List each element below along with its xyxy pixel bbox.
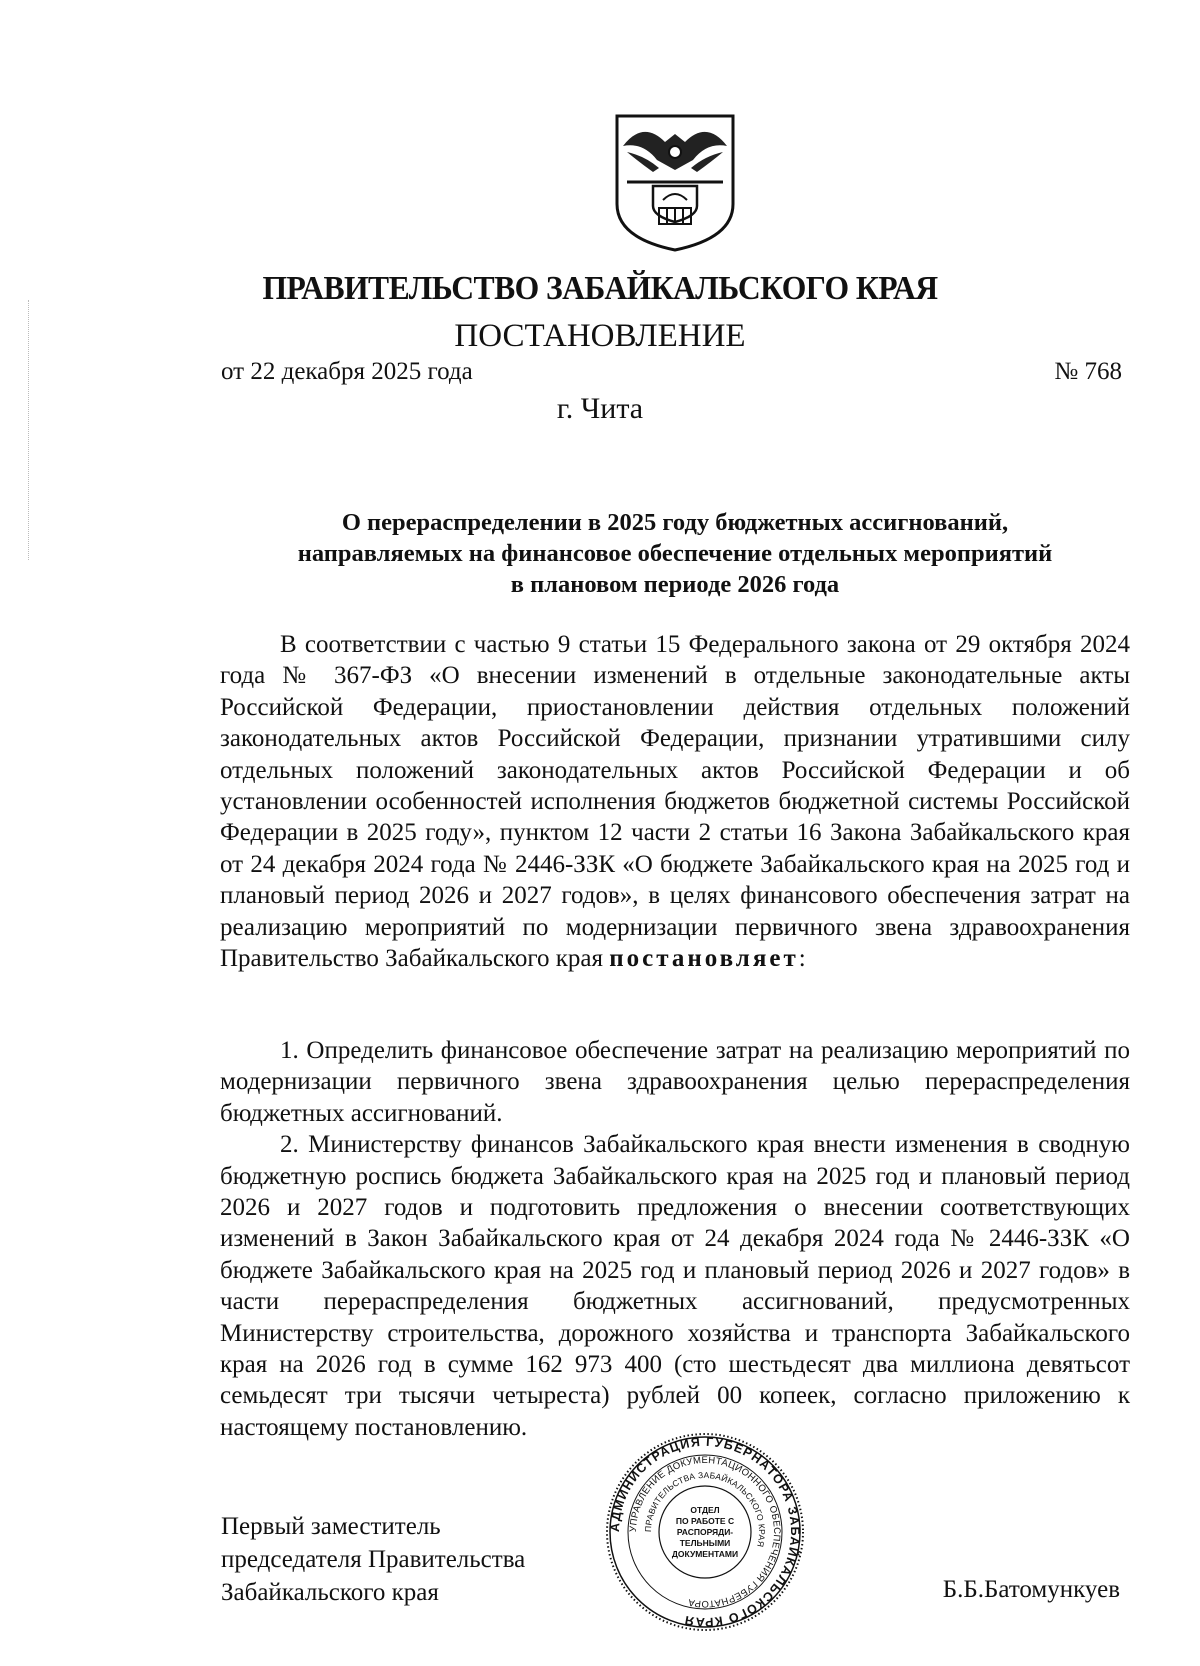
signatory-position [221,1510,525,1609]
stamp-outer-text: АДМИНИСТРАЦИЯ ГУБЕРНАТОРА ЗАБАЙКАЛЬСКОГО КРАЯ [607,1434,803,1630]
document-title [220,507,1130,600]
signatory-line-3: Забайкальского края [221,1579,439,1606]
stamp-center-line-3: РАСПОРЯДИ- [676,1527,734,1537]
document-number: № 768 [1054,358,1122,385]
title-line-2: направляемых на финансовое обеспечение отдельных мероприятий [297,540,1053,567]
official-stamp [604,1431,806,1633]
coat-of-arms-icon [613,112,737,252]
stamp-center-line-2: ПО РАБОТЕ С [675,1516,735,1526]
decree-word: постановляет [609,945,799,973]
signatory-line-1: Первый заместитель [221,1513,441,1540]
stamp-middle-text: УПРАВЛЕНИЕ ДОКУМЕНТАЦИОННОГО ОБЕСПЕЧЕНИЯ ГУБЕРНАТОРА [627,1454,783,1610]
preamble-text: В соответствии с частью 9 статьи 15 Федерального закона от 29 октября 2024 года № 367-ФЗ «О внесении изменений в отдельные законодательные акты Российской Федерации, приостановлении действия отдельных положений законодательных актов Российской Федерации, признании утратившими силу отдельных положений законодательных актов Российской Федерации и об установлении особенностей исполнения бюджетов бюджетной системы Российской Федерации в 2025 году», пунктом 12 части 2 статьи 16 Закона Забайкальского края от 24 декабря 2024 года № 2446-ЗЗК «О бюджете Забайкальского края на 2025 год и плановый период 2026 и 2027 годов», в целях финансового обеспечения затрат на реализацию мероприятий по модернизации первичного звена здравоохранения Правительство Забайкальского края [220,631,1130,973]
preamble-paragraph [220,629,1130,974]
stamp-center-line-1: ОТДЕЛ [690,1505,720,1515]
title-line-1: О перераспределении в 2025 году бюджетных ассигнований, [341,509,1009,536]
government-name: ПРАВИТЕЛЬСТВО ЗАБАЙКАЛЬСКОГО КРАЯ [262,270,938,307]
decree-point-1: 1. Определить финансовое обеспечение затрат на реализацию мероприятий по модернизации первичного звена здравоохранения целью перераспределения бюджетных ассигнований. [220,1037,1130,1127]
stamp-center-line-4: ТЕЛЬНЫМИ [679,1538,731,1548]
document-date: от 22 декабря 2025 года [221,358,473,385]
title-line-3: в плановом периоде 2026 года [510,571,840,598]
decree-point-2: 2. Министерству финансов Забайкальского края внести изменения в сводную бюджетную роспись бюджета Забайкальского края на 2025 год и плановый период 2026 и 2027 годов и подготовить предложения о внесении соответствующих изменений в Закон Забайкальского края от 24 декабря 2024 года № 2446-ЗЗК «О бюджете Забайкальского края на 2025 год и плановый период 2026 и 2027 годов» в части перераспределения бюджетных ассигнований, предусмотренных Министерству строительства, дорожного хозяйства и транспорта Забайкальского края на 2026 год в сумме 162 973 400 (сто шестьдесят два миллиона девятьсот семьдесят три тысячи четыреста) рублей 00 копеек, согласно приложению к настоящему постановлению. [220,1131,1130,1441]
document-city: г. Чита [556,392,644,425]
signatory-line-2: председателя Правительства [221,1546,526,1573]
decree-colon: : [798,945,806,973]
signatory-name: Б.Б.Батомункуев [942,1576,1120,1603]
stamp-center-line-5: ДОКУМЕНТАМИ [671,1549,739,1559]
stamp-inner-text: ПРАВИТЕЛЬСТВА ЗАБАЙКАЛЬСКОГО КРАЯ [642,1469,768,1549]
document-type: ПОСТАНОВЛЕНИЕ [454,318,746,354]
decree-points [220,1035,1130,1443]
